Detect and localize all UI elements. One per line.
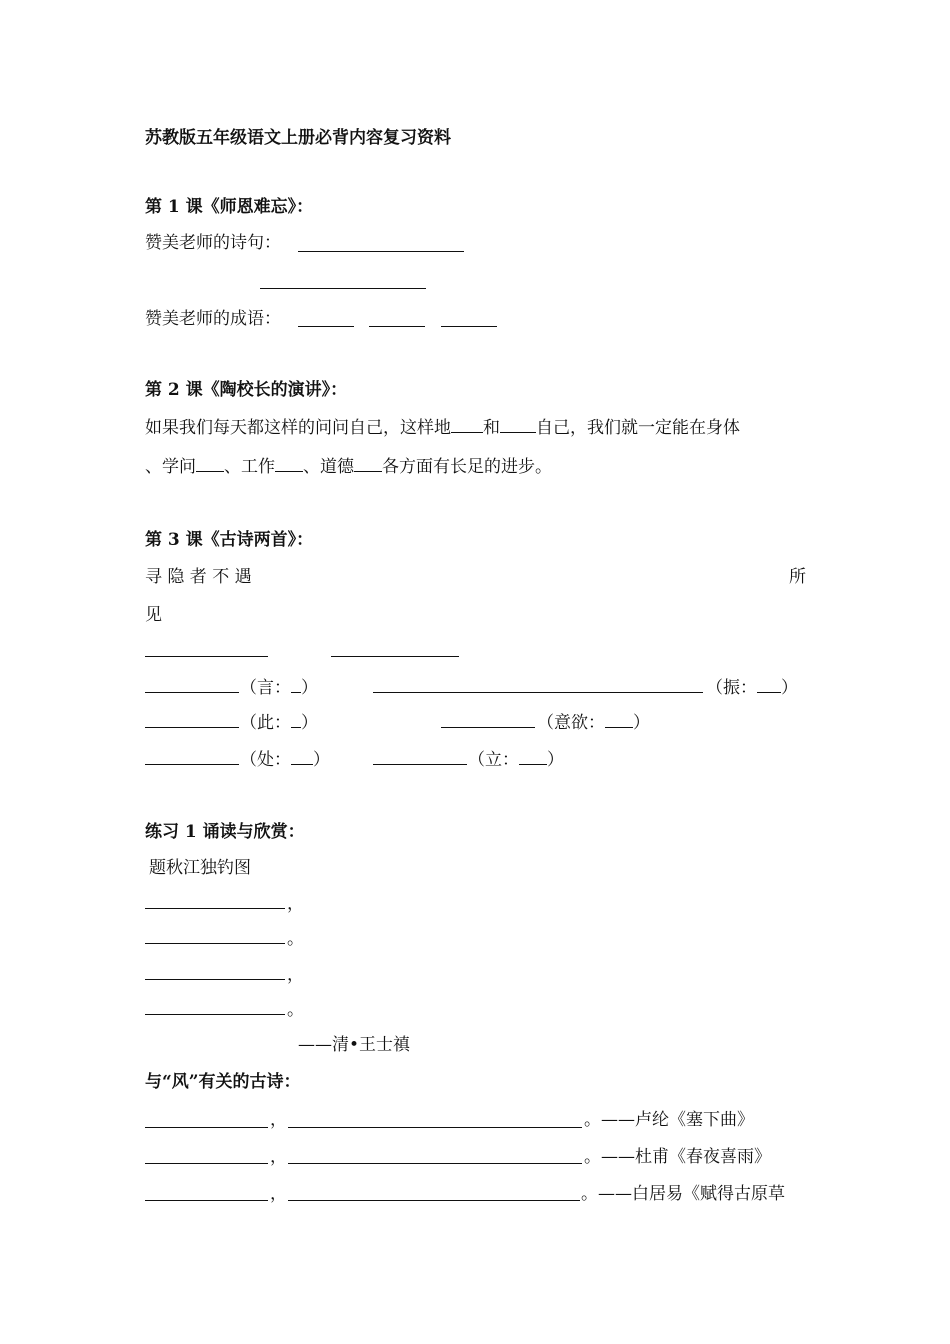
- blank-poem1-author[interactable]: [145, 656, 268, 657]
- poem2-title-part1: 所: [789, 567, 806, 587]
- lesson2-heading: 第 2 课《陶校长的演讲》：: [145, 380, 348, 400]
- note-chu: [240, 747, 330, 771]
- note-close: ）: [313, 750, 330, 770]
- blank-wind-2a[interactable]: [145, 1163, 268, 1164]
- punct-comma: ，: [270, 1147, 287, 1167]
- lesson3-heading: 第 3 课《古诗两首》：: [145, 530, 314, 550]
- note-yiyu: [537, 710, 650, 734]
- poem2-title-part2: 见: [145, 605, 162, 625]
- punct-period: 。: [287, 929, 304, 949]
- note-label: （言：: [240, 678, 291, 698]
- exercise1-poem-title: 题秋江独钓图: [149, 858, 251, 878]
- blank-note-li[interactable]: [519, 747, 547, 765]
- blank-qiujiang-line4[interactable]: [145, 1014, 285, 1015]
- poem-author: ——清•王士禛: [298, 1035, 411, 1055]
- note-close: ）: [301, 678, 318, 698]
- blank-wind-1a[interactable]: [145, 1127, 268, 1128]
- punct-comma: ，: [270, 1184, 287, 1204]
- note-close: ）: [301, 713, 318, 733]
- note-li: [468, 747, 564, 771]
- note-close: ）: [547, 750, 564, 770]
- blank-poem2-line1[interactable]: [373, 692, 703, 693]
- exercise1-heading: 练习 1 诵读与欣赏：: [145, 822, 305, 842]
- lesson2-sentence-line2: [145, 454, 552, 478]
- text-segment: 和: [483, 418, 500, 438]
- text-segment: 、学问: [145, 457, 196, 477]
- blank-wind-1b[interactable]: [288, 1127, 582, 1128]
- blank-study[interactable]: [196, 454, 224, 472]
- blank-wind-3b[interactable]: [288, 1200, 580, 1201]
- note-ci: [240, 710, 318, 734]
- text-segment: 、道德: [303, 457, 354, 477]
- blank-idiom-3[interactable]: [441, 326, 497, 327]
- blank-note-yiyu[interactable]: [605, 710, 633, 728]
- wind-source-3: 。——白居易《赋得古原草: [581, 1184, 785, 1204]
- blank-poem2-line2[interactable]: [441, 727, 535, 728]
- note-label: （此：: [240, 713, 291, 733]
- blank-poem-line-2[interactable]: [260, 288, 426, 289]
- text-segment: 各方面有长足的进步。: [382, 457, 552, 477]
- punct-comma: ，: [287, 965, 304, 985]
- blank-idiom-2[interactable]: [369, 326, 425, 327]
- blank-poem1-line1[interactable]: [145, 692, 239, 693]
- note-label: （意欲：: [537, 713, 605, 733]
- note-label: （立：: [468, 750, 519, 770]
- blank-poem2-author[interactable]: [331, 656, 459, 657]
- blank-work[interactable]: [275, 454, 303, 472]
- punct-comma: ，: [270, 1110, 287, 1130]
- wind-source-2: 。——杜甫《春夜喜雨》: [584, 1147, 771, 1167]
- wind-heading: 与“风”有关的古诗：: [145, 1072, 301, 1092]
- lesson1-idiom-label: 赞美老师的成语：: [145, 309, 281, 329]
- lesson1-poem-label: 赞美老师的诗句：: [145, 233, 281, 253]
- wind-source-1: 。——卢纶《塞下曲》: [584, 1110, 754, 1130]
- text-segment: 自己，我们就一定能在身体: [536, 418, 740, 438]
- blank-qiujiang-line1[interactable]: [145, 908, 285, 909]
- note-label: （处：: [240, 750, 291, 770]
- poem1-title: 寻 隐 者 不 遇: [145, 567, 252, 587]
- note-close: ）: [781, 678, 798, 698]
- punct-period: 。: [287, 1000, 304, 1020]
- blank-note-zhen[interactable]: [757, 675, 781, 693]
- note-close: ）: [633, 713, 650, 733]
- blank-qiujiang-line3[interactable]: [145, 979, 285, 980]
- note-zhen: [706, 675, 798, 699]
- blank-verb-1[interactable]: [451, 415, 483, 433]
- blank-note-ci[interactable]: [291, 710, 301, 728]
- blank-morality[interactable]: [354, 454, 382, 472]
- text-segment: 如果我们每天都这样的问问自己，这样地: [145, 418, 451, 438]
- blank-note-yan[interactable]: [291, 675, 301, 693]
- blank-poem-line-1[interactable]: [298, 251, 464, 252]
- punct-comma: ，: [287, 894, 304, 914]
- blank-wind-3a[interactable]: [145, 1200, 268, 1201]
- blank-verb-2[interactable]: [500, 415, 536, 433]
- text-segment: 、工作: [224, 457, 275, 477]
- note-yan: [240, 675, 318, 699]
- blank-poem2-line3[interactable]: [373, 764, 467, 765]
- lesson1-heading: 第 1 课《师恩难忘》：: [145, 197, 314, 217]
- lesson2-sentence-line1: [145, 415, 740, 439]
- blank-poem1-line2[interactable]: [145, 727, 239, 728]
- blank-poem1-line3[interactable]: [145, 764, 239, 765]
- note-label: （振：: [706, 678, 757, 698]
- blank-idiom-1[interactable]: [298, 326, 354, 327]
- blank-wind-2b[interactable]: [288, 1163, 582, 1164]
- blank-note-chu[interactable]: [291, 747, 313, 765]
- blank-qiujiang-line2[interactable]: [145, 943, 285, 944]
- page-title: 苏教版五年级语文上册必背内容复习资料: [145, 128, 451, 148]
